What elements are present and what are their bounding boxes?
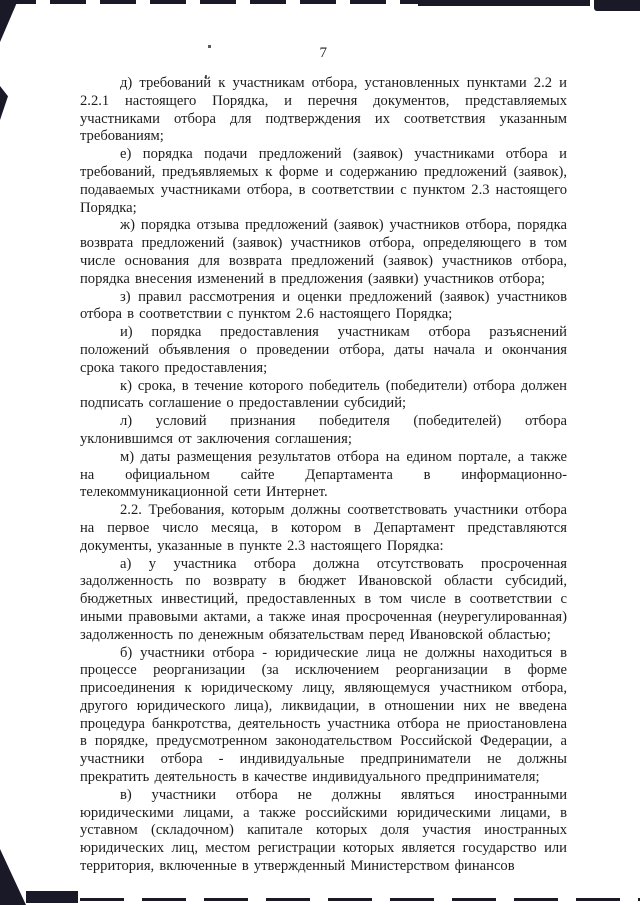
- scan-artifact-bottom-block: [26, 891, 78, 903]
- page-number: 7: [319, 45, 328, 61]
- scan-artifact-top-thick-dash: [418, 0, 590, 6]
- paragraph-item-e: е) порядка подачи предложений (заявок) участниками отбора и требований, предъявляемых к форме и содержанию предложений (заявок), подаваемых участниками отбора, в соответствии с пунктом 2.3 настоящего Порядка;: [80, 146, 567, 216]
- paragraph-item-l: л) условий признания победителя (победителей) отбора уклонившимся от заключения соглашения;: [80, 413, 567, 447]
- scan-artifact-bottom-left: [0, 849, 26, 905]
- scan-artifact-top-left: [0, 0, 18, 42]
- paragraph-item-i: и) порядка предоставления участникам отбора разъяснений положений объявления о проведении отбора, даты начала и окончания срока такого предоставления;: [80, 324, 567, 376]
- paragraph-item-m: м) даты размещения результатов отбора на едином портале, а также на официальном сайте Департамента в информационно-телекоммуникационной сети Интернет.: [80, 448, 567, 501]
- page-content: [80, 44, 567, 876]
- paragraph-item-zh: ж) порядка отзыва предложений (заявок) участников отбора, порядка возврата предложений (заявок) участников отбора, определяющего в том числе основания для возврата предложений (заявок) участников отбора, порядка внесения изменений в предложения (заявки) участников отбора;: [80, 217, 567, 287]
- paragraph-clause-2-2: 2.2. Требования, которым должны соответствовать участники отбора на первое число месяца, в котором в Департамент представляются документы, указанные в пункте 2.3 настоящего Порядка:: [80, 502, 567, 554]
- paragraph-item-z: з) правил рассмотрения и оценки предложений (заявок) участников отбора в соответствии с пунктом 2.6 настоящего Порядка;: [80, 288, 567, 323]
- paragraph-item-v: в) участники отбора не должны являться иностранными юридическими лицами, а также российскими юридическими лицами, в уставном (складочном) капитале которых доля участия иностранных юридических лиц, местом регистрации которых является государство или территория, включенные в утвержденный Министерством финансов: [80, 786, 567, 875]
- paragraph-item-d: д) требований к участникам отбора, установленных пунктами 2.2 и 2.2.1 настоящего Порядка, и перечня документов, представляемых участниками отбора для подтверждения их соответствия указанным требованиям;: [80, 75, 567, 145]
- paragraph-item-k: к) срока, в течение которого победитель (победители) отбора должен подписать соглашение о предоставлении субсидий;: [80, 377, 567, 412]
- paragraph-item-b: б) участники отбора - юридические лица не должны находиться в процессе реорганизации (за исключением реорганизации в форме присоединения к юридическому лицу, являющемуся участником отбора, другого юридического лица), ликвидации, в отношении них не введена процедура банкротства, деятельность участника отбора не приостановлена в порядке, предусмотренном законодательством Российской Федерации, а участники отбора - индивидуальные предприниматели не должны прекратить деятельность в качестве индивидуального предпринимателя;: [80, 644, 567, 786]
- scan-artifact-bottom-dashes: [80, 898, 640, 901]
- scan-artifact-top-right: [594, 0, 640, 11]
- scan-artifact-left-edge: [0, 86, 8, 120]
- paragraph-item-a: а) у участника отбора должна отсутствовать просроченная задолженность по возврату в бюджет Ивановской области субсидий, бюджетных инвестиций, предоставленных в том числе в соответствии с иными правовыми актами, а также иная просроченная (неурегулированная) задолженность по денежным обязательствам перед Ивановской областью;: [80, 555, 567, 643]
